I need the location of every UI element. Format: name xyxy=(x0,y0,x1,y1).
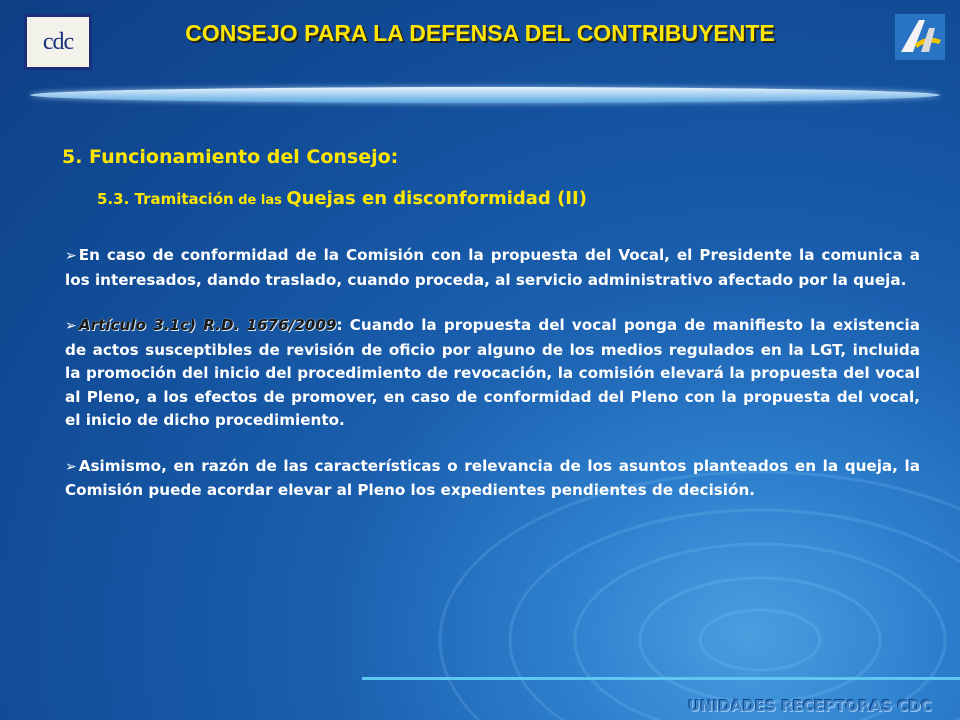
footer-divider xyxy=(362,677,960,680)
paragraph-text: Asimismo, en razón de las características o relevancia de los asuntos planteados en la queja, la Comisión puede acordar elevar al Pleno los expedientes pendientes de decisión. xyxy=(65,456,920,499)
article-reference: Artículo 3.1c) R.D. 1676/2009 xyxy=(78,316,337,334)
subsection-connector: de las xyxy=(233,193,287,208)
subsection-title xyxy=(97,188,587,209)
paragraph-text: : Cuando la propuesta del vocal ponga de manifiesto la existencia de actos susceptibles de revisión de oficio por alguno de los medios regulados en la LGT, incluida la promoción del inicio del procedimiento de revocación, la comisión elevará la propuesta del vocal al Pleno, a los efectos de promover, en caso de conformidad del Pleno con la propuesta del vocal, el inicio de dicho procedimiento. xyxy=(65,316,920,429)
subsection-number: 5.3. Tramitación xyxy=(97,190,234,208)
paragraph-conformidad xyxy=(65,244,920,292)
header-banner xyxy=(30,87,940,103)
page-title: CONSEJO PARA LA DEFENSA DEL CONTRIBUYENTE xyxy=(185,20,775,46)
arrow-bullet-icon: ➢ xyxy=(65,318,77,334)
paragraph-asimismo xyxy=(65,455,920,503)
footer-text: UNIDADES RECEPTORAS CDC xyxy=(688,697,932,715)
subsection-topic: Quejas en disconformidad (II) xyxy=(286,188,587,209)
cdc-logo-text: cdc xyxy=(42,28,74,55)
section-title: 5. Funcionamiento del Consejo: xyxy=(62,146,399,168)
paragraph-text: En caso de conformidad de la Comisión con la propuesta del Vocal, el Presidente la comunica a los interesados, dando traslado, cuando proceda, al servicio administrativo afectado por la queja. xyxy=(65,246,920,289)
paragraph-articulo xyxy=(65,314,920,433)
arrow-bullet-icon: ➢ xyxy=(65,458,77,475)
body-content xyxy=(65,244,920,525)
agencia-tributaria-logo-icon xyxy=(895,14,945,60)
arrow-bullet-icon: ➢ xyxy=(65,248,77,264)
